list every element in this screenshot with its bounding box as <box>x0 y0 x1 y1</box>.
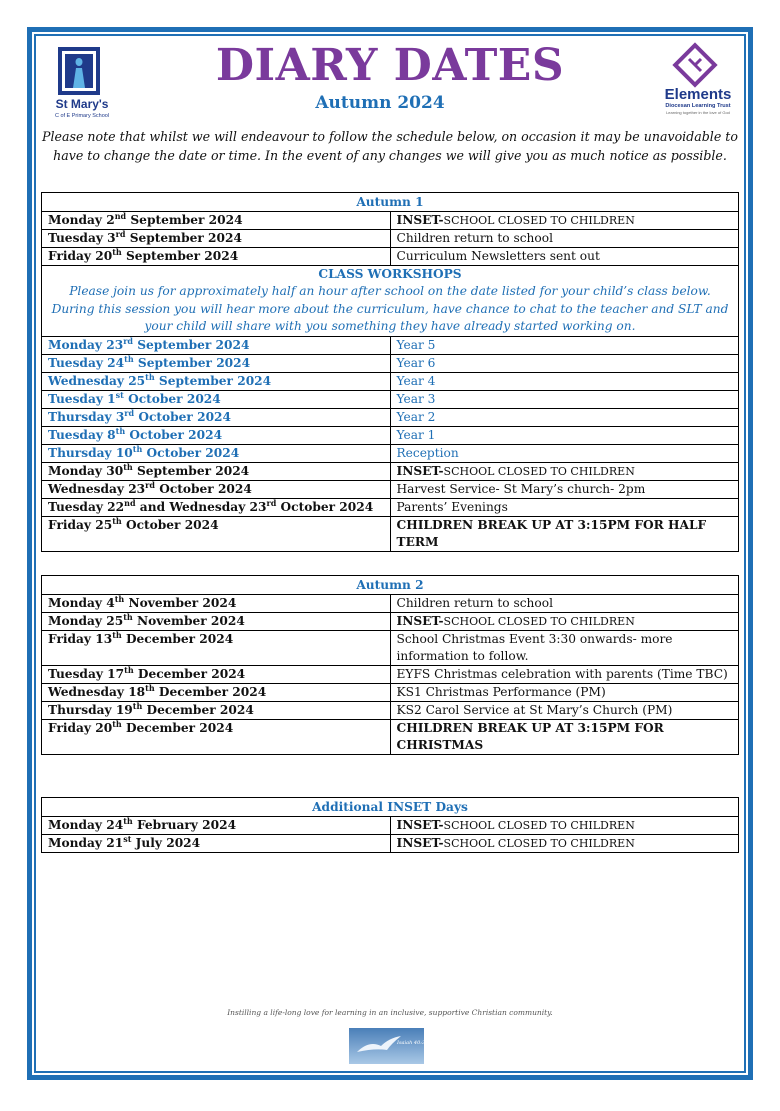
event-cell: CHILDREN BREAK UP AT 3:15PM FOR CHRISTMAS <box>390 720 739 755</box>
table-row <box>42 516 739 551</box>
event-cell: INSET-SCHOOL CLOSED TO CHILDREN <box>390 817 739 835</box>
event-cell: CHILDREN BREAK UP AT 3:15PM FOR HALF TERM <box>390 516 739 551</box>
eagle-verse-image <box>349 1028 429 1064</box>
table-row <box>42 631 739 666</box>
class-cell: Year 4 <box>390 372 739 390</box>
table-row <box>42 354 739 372</box>
inset-heading: Additional INSET Days <box>42 798 739 817</box>
page-subtitle: Autumn 2024 <box>315 93 445 113</box>
table-row <box>42 372 739 390</box>
date-cell: Monday 23rd September 2024 <box>42 336 391 354</box>
logo-right-sub: Diocesan Learning Trust <box>665 103 731 109</box>
event-cell: KS1 Christmas Performance (PM) <box>390 684 739 702</box>
class-cell: Year 2 <box>390 408 739 426</box>
logo-right-name: Elements <box>664 86 732 103</box>
date-cell: Thursday 3rd October 2024 <box>42 408 391 426</box>
event-cell: School Christmas Event 3:30 onwards- more information to follow. <box>390 631 739 666</box>
table-row <box>42 702 739 720</box>
logo-left-sub: C of E Primary School <box>54 113 110 119</box>
logo-right-tagline: Learning together in the love of God <box>666 110 730 115</box>
table-row <box>42 480 739 498</box>
date-cell: Thursday 19th December 2024 <box>42 702 391 720</box>
workshops-text: Please join us for approximately half an hour after school on the date listed for your child’s class below. During this session you will hear more about the curriculum, have chance to chat to the teacher and SLT and your child will share with you something they have already started working on. <box>51 284 729 333</box>
event-cell: Children return to school <box>390 230 739 248</box>
school-motto: Instilling a life-long love for learning in an inclusive, supportive Christian community. <box>227 1008 553 1017</box>
date-cell: Friday 20th September 2024 <box>42 248 391 266</box>
event-cell: Curriculum Newsletters sent out <box>390 248 739 266</box>
class-cell: Year 3 <box>390 390 739 408</box>
table-row <box>42 613 739 631</box>
date-cell: Tuesday 3rd September 2024 <box>42 230 391 248</box>
table-row <box>42 248 739 266</box>
class-cell: Year 1 <box>390 426 739 444</box>
table-row <box>42 336 739 354</box>
date-cell: Wednesday 25th September 2024 <box>42 372 391 390</box>
event-cell: Parents’ Evenings <box>390 498 739 516</box>
date-cell: Friday 20th December 2024 <box>42 720 391 755</box>
table-row <box>42 444 739 462</box>
workshops-title: CLASS WORKSHOPS <box>318 267 462 281</box>
date-cell: Monday 21st July 2024 <box>42 835 391 853</box>
date-cell: Friday 13th December 2024 <box>42 631 391 666</box>
table-row <box>42 720 739 755</box>
table-row <box>42 684 739 702</box>
table-row <box>42 230 739 248</box>
event-cell: INSET-SCHOOL CLOSED TO CHILDREN <box>390 462 739 480</box>
date-cell: Monday 25th November 2024 <box>42 613 391 631</box>
page-title: DIARY DATES <box>215 40 565 91</box>
autumn1-heading: Autumn 1 <box>42 193 739 212</box>
event-cell: Harvest Service- St Mary’s church- 2pm <box>390 480 739 498</box>
date-cell: Friday 25th October 2024 <box>42 516 391 551</box>
date-cell: Thursday 10th October 2024 <box>42 444 391 462</box>
event-cell: EYFS Christmas celebration with parents (Time TBC) <box>390 666 739 684</box>
date-cell: Wednesday 23rd October 2024 <box>42 480 391 498</box>
table-row <box>42 408 739 426</box>
date-cell: Monday 4th November 2024 <box>42 595 391 613</box>
table-row <box>42 390 739 408</box>
event-cell: INSET-SCHOOL CLOSED TO CHILDREN <box>390 212 739 230</box>
table-row <box>42 817 739 835</box>
date-cell: Tuesday 24th September 2024 <box>42 354 391 372</box>
inset-table <box>41 797 739 853</box>
workshops-block <box>42 266 739 337</box>
table-row <box>42 835 739 853</box>
date-cell: Monday 30th September 2024 <box>42 462 391 480</box>
class-cell: Year 6 <box>390 354 739 372</box>
verse-text: Isaiah 40:31 <box>397 1040 429 1046</box>
table-row <box>42 498 739 516</box>
table-row <box>42 462 739 480</box>
date-cell: Monday 2nd September 2024 <box>42 212 391 230</box>
date-cell: Tuesday 8th October 2024 <box>42 426 391 444</box>
autumn2-heading: Autumn 2 <box>42 576 739 595</box>
date-cell: Tuesday 22nd and Wednesday 23rd October 2024 <box>42 498 391 516</box>
table-row <box>42 666 739 684</box>
autumn2-table <box>41 575 739 755</box>
table-row <box>42 595 739 613</box>
date-cell: Monday 24th February 2024 <box>42 817 391 835</box>
class-cell: Reception <box>390 444 739 462</box>
autumn1-table <box>41 192 739 552</box>
table-row <box>42 212 739 230</box>
logo-left-name: St Mary's <box>55 97 109 111</box>
event-cell: KS2 Carol Service at St Mary’s Church (PM) <box>390 702 739 720</box>
schedule-notice: Please note that whilst we will endeavour to follow the schedule below, on occasion it may be unavoidable to have to change the date or time. In the event of any changes we will give you as much notice as possible. <box>42 129 738 163</box>
page-border-inner <box>34 34 746 1073</box>
date-cell: Tuesday 17th December 2024 <box>42 666 391 684</box>
date-cell: Wednesday 18th December 2024 <box>42 684 391 702</box>
event-cell: INSET-SCHOOL CLOSED TO CHILDREN <box>390 835 739 853</box>
class-cell: Year 5 <box>390 336 739 354</box>
event-cell: INSET-SCHOOL CLOSED TO CHILDREN <box>390 613 739 631</box>
event-cell: Children return to school <box>390 595 739 613</box>
date-cell: Tuesday 1st October 2024 <box>42 390 391 408</box>
table-row <box>42 426 739 444</box>
workshops-row <box>42 266 739 337</box>
